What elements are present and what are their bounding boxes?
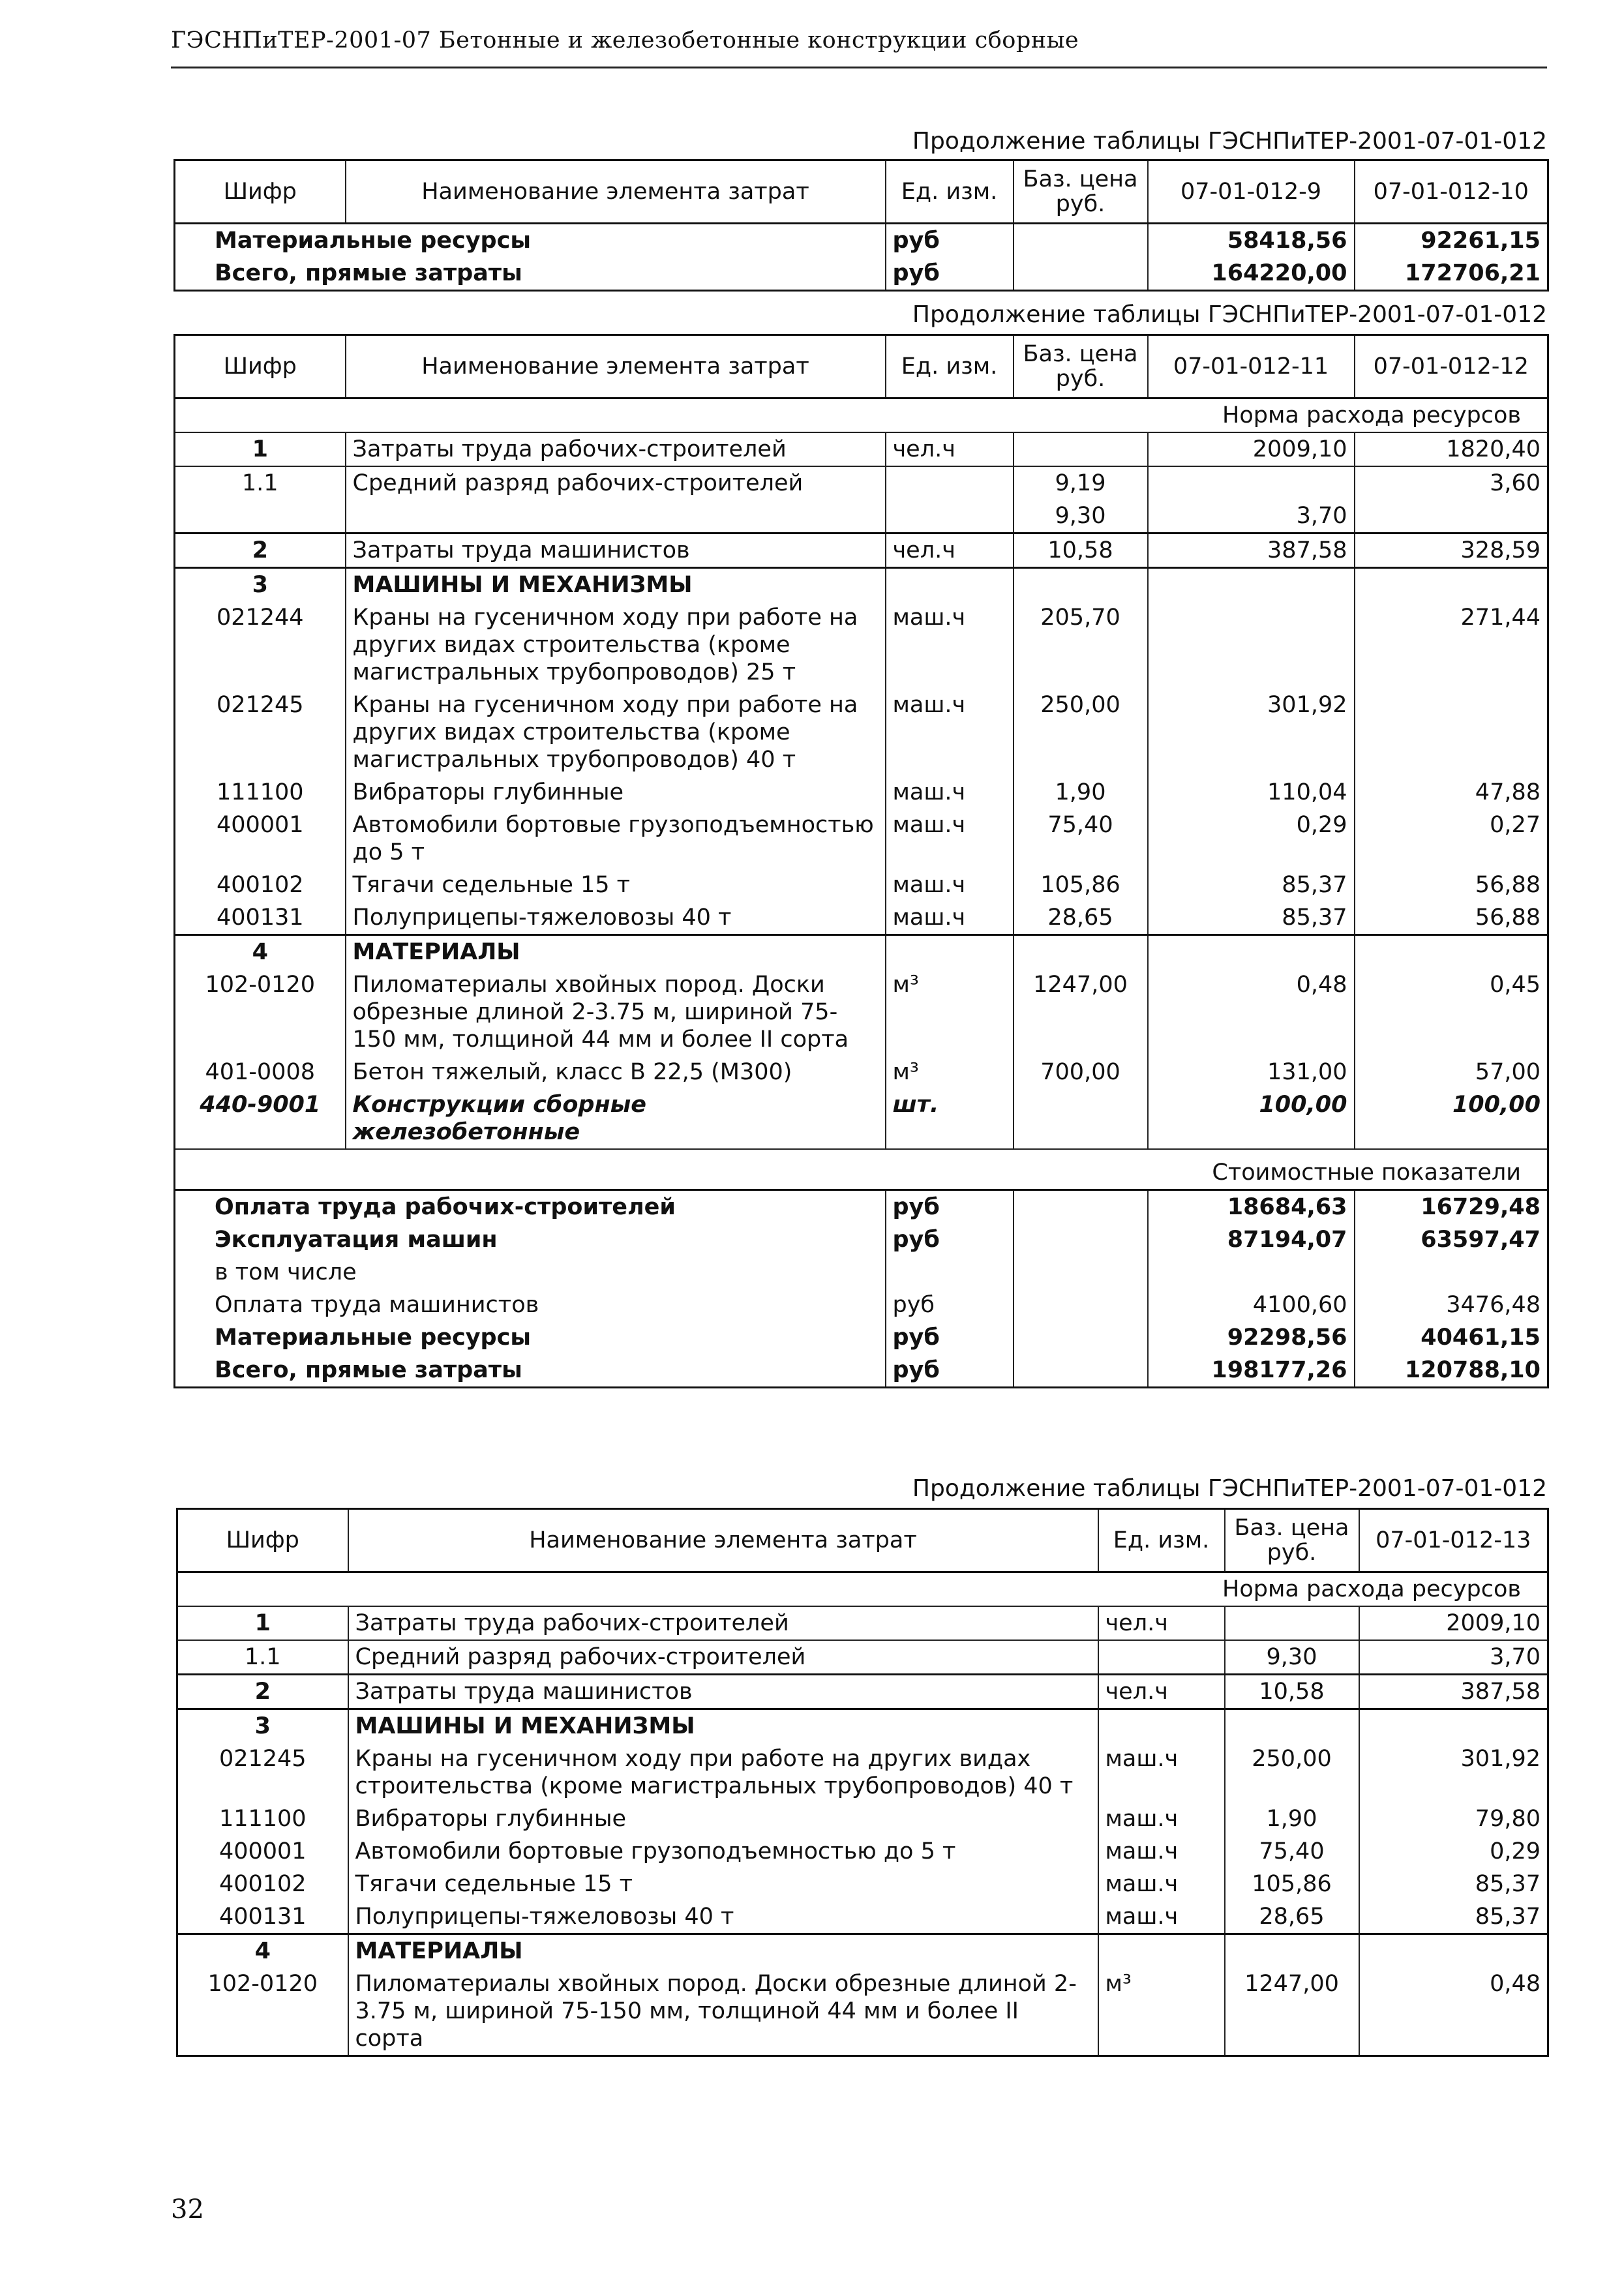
table-row bbox=[177, 1640, 1548, 1675]
page-number: 32 bbox=[171, 2194, 204, 2224]
cost-row bbox=[175, 1321, 1548, 1354]
row-value-a: 0,29 bbox=[1490, 1838, 1541, 1864]
row-value-b bbox=[1355, 1256, 1548, 1289]
row-value-b: 271,44 bbox=[1460, 605, 1541, 631]
cost-row bbox=[175, 1289, 1548, 1321]
row-name: Оплата труда машинистов bbox=[175, 1289, 886, 1321]
row-unit bbox=[886, 500, 1014, 533]
table-row bbox=[175, 935, 1548, 969]
row-name: МАШИНЫ И МЕХАНИЗМЫ bbox=[346, 568, 886, 602]
col-a-header: 07-01-012-9 bbox=[1148, 160, 1355, 224]
row-value-b: 0,27 bbox=[1490, 812, 1541, 838]
row-value-a: 0,48 bbox=[1148, 968, 1355, 1056]
table-row bbox=[177, 1675, 1548, 1709]
row-price bbox=[1014, 1354, 1148, 1388]
row-value-a: 301,92 bbox=[1148, 689, 1355, 776]
row-name: МАТЕРИАЛЫ bbox=[346, 935, 886, 969]
table-row bbox=[175, 1088, 1548, 1149]
row-name: в том числе bbox=[175, 1256, 886, 1289]
row-unit: маш.ч bbox=[886, 689, 1014, 776]
row-price bbox=[1014, 257, 1148, 291]
row-code: 400131 bbox=[177, 1900, 348, 1934]
header-rule bbox=[171, 67, 1547, 68]
row-value-a: 387,58 bbox=[1148, 533, 1355, 568]
row-price: 9,30 bbox=[1225, 1640, 1359, 1675]
row-value-a: 85,37 bbox=[1148, 901, 1355, 935]
table-row bbox=[177, 1743, 1548, 1803]
row-name: Вибраторы глубинные bbox=[346, 776, 886, 809]
row-price: 75,40 bbox=[1225, 1835, 1359, 1868]
row-value-b: 57,00 bbox=[1475, 1059, 1541, 1085]
row-value-a bbox=[1148, 935, 1355, 969]
row-code: 1 bbox=[177, 1606, 348, 1640]
table-row bbox=[177, 1835, 1548, 1868]
row-value-a: 2009,10 bbox=[1446, 1610, 1541, 1636]
col-unit-header: Ед. изм. bbox=[886, 335, 1014, 398]
row-price: 105,86 bbox=[1225, 1868, 1359, 1900]
row-price: 9,30 bbox=[1014, 500, 1148, 533]
row-name: Тягачи седельные 15 т bbox=[346, 869, 886, 901]
row-name bbox=[346, 500, 886, 533]
row-name: Полуприцепы-тяжеловозы 40 т bbox=[348, 1900, 1098, 1934]
row-price: 105,86 bbox=[1014, 869, 1148, 901]
row-price: 10,58 bbox=[1225, 1675, 1359, 1709]
table3-header-row bbox=[177, 1509, 1548, 1572]
row-unit: маш.ч bbox=[886, 601, 1014, 689]
table3 bbox=[176, 1508, 1549, 2057]
row-value-b: 3,60 bbox=[1355, 466, 1548, 500]
table-row bbox=[175, 224, 1548, 258]
row-price bbox=[1014, 1223, 1148, 1256]
table1 bbox=[173, 159, 1549, 292]
row-unit: м³ bbox=[886, 968, 1014, 1056]
col-b-header: 07-01-012-12 bbox=[1355, 335, 1548, 398]
row-name: Затраты труда машинистов bbox=[348, 1675, 1098, 1709]
row-code: 2 bbox=[177, 1675, 348, 1709]
row-code: 3 bbox=[177, 1709, 348, 1743]
row-unit: маш.ч bbox=[886, 869, 1014, 901]
col-price-header: Баз. цена руб. bbox=[1225, 1509, 1359, 1572]
row-code: 2 bbox=[175, 533, 346, 568]
table-row bbox=[175, 968, 1548, 1056]
table1-header-row bbox=[175, 160, 1548, 224]
table-row bbox=[175, 869, 1548, 901]
row-unit bbox=[886, 1256, 1014, 1289]
row-name: Автомобили бортовые грузоподъемностью до 5 т bbox=[348, 1835, 1098, 1868]
table-row bbox=[175, 1056, 1548, 1088]
row-code: 400102 bbox=[177, 1868, 348, 1900]
row-name: МАТЕРИАЛЫ bbox=[348, 1934, 1098, 1968]
row-value-b: 120788,10 bbox=[1404, 1357, 1541, 1383]
cost-row bbox=[175, 1354, 1548, 1388]
row-unit: маш.ч bbox=[1098, 1900, 1225, 1934]
row-unit: чел.ч bbox=[886, 432, 1014, 466]
table-row bbox=[177, 1934, 1548, 1968]
row-code: 1.1 bbox=[177, 1640, 348, 1675]
row-code: 111100 bbox=[175, 776, 346, 809]
row-unit: чел.ч bbox=[886, 533, 1014, 568]
col-code-header: Шифр bbox=[175, 160, 346, 224]
row-name: Автомобили бортовые грузоподъемностью до 5 т bbox=[346, 809, 886, 869]
row-price bbox=[1014, 432, 1148, 466]
row-unit: шт. bbox=[886, 1088, 1014, 1149]
row-value-a: 85,37 bbox=[1475, 1904, 1541, 1930]
row-value-b bbox=[1355, 568, 1548, 602]
row-code: 4 bbox=[177, 1934, 348, 1968]
row-unit bbox=[886, 568, 1014, 602]
row-value-a: 2009,10 bbox=[1148, 432, 1355, 466]
row-unit bbox=[1098, 1934, 1225, 1968]
row-unit: руб bbox=[886, 1321, 1014, 1354]
table-row bbox=[175, 568, 1548, 602]
row-code: 401-0008 bbox=[175, 1056, 346, 1088]
row-code: 1.1 bbox=[175, 466, 346, 500]
row-value-a: 0,48 bbox=[1490, 1971, 1541, 1997]
row-price: 250,00 bbox=[1225, 1743, 1359, 1803]
row-value-a: 85,37 bbox=[1475, 1871, 1541, 1897]
table-row bbox=[175, 257, 1548, 291]
row-price: 10,58 bbox=[1014, 533, 1148, 568]
row-value-b: 3476,48 bbox=[1446, 1292, 1541, 1318]
row-value-a: 4100,60 bbox=[1148, 1289, 1355, 1321]
col-code-header: Шифр bbox=[177, 1509, 348, 1572]
table-row bbox=[175, 533, 1548, 568]
row-value-b: 328,59 bbox=[1355, 533, 1548, 568]
row-price bbox=[1014, 1190, 1148, 1224]
row-unit: маш.ч bbox=[886, 809, 1014, 869]
section-norm-label: Норма расхода ресурсов bbox=[177, 1572, 1548, 1607]
row-unit: чел.ч bbox=[1098, 1606, 1225, 1640]
section-norm-label: Норма расхода ресурсов bbox=[175, 398, 1548, 433]
col-price-header: Баз. цена руб. bbox=[1014, 160, 1148, 224]
row-name: Оплата труда рабочих-строителей bbox=[175, 1190, 886, 1224]
row-name: Краны на гусеничном ходу при работе на других видах строительства (кроме магистральных трубопроводов) 40 т bbox=[346, 689, 886, 776]
row-value-a bbox=[1359, 1709, 1548, 1743]
row-value-b: 100,00 bbox=[1452, 1092, 1541, 1118]
row-value-b: 56,88 bbox=[1475, 872, 1541, 898]
row-value-b: 47,88 bbox=[1475, 779, 1541, 805]
row-name: Тягачи седельные 15 т bbox=[348, 1868, 1098, 1900]
row-price: 205,70 bbox=[1014, 601, 1148, 689]
row-value-a: 387,58 bbox=[1359, 1675, 1548, 1709]
row-unit: чел.ч bbox=[1098, 1675, 1225, 1709]
table2 bbox=[173, 334, 1549, 1388]
row-price bbox=[1014, 224, 1148, 258]
row-unit bbox=[886, 466, 1014, 500]
table-row bbox=[175, 901, 1548, 935]
row-name: Конструкции сборные железобетонные bbox=[346, 1088, 886, 1149]
row-unit: руб bbox=[886, 224, 1014, 258]
row-price bbox=[1014, 1256, 1148, 1289]
row-unit: маш.ч bbox=[1098, 1835, 1225, 1868]
row-code bbox=[175, 500, 346, 533]
row-name: МАШИНЫ И МЕХАНИЗМЫ bbox=[348, 1709, 1098, 1743]
row-name: Всего, прямые затраты bbox=[175, 257, 886, 291]
row-value-a: 131,00 bbox=[1148, 1056, 1355, 1088]
row-value-a: 164220,00 bbox=[1148, 257, 1355, 291]
row-value-b: 172706,21 bbox=[1404, 260, 1541, 286]
table-row bbox=[177, 1968, 1548, 2056]
row-unit: руб bbox=[886, 1354, 1014, 1388]
row-code: 021245 bbox=[175, 689, 346, 776]
row-price: 28,65 bbox=[1014, 901, 1148, 935]
table-row bbox=[177, 1868, 1548, 1900]
row-unit: маш.ч bbox=[1098, 1868, 1225, 1900]
row-value-a: 100,00 bbox=[1148, 1088, 1355, 1149]
row-unit bbox=[1098, 1709, 1225, 1743]
row-name: Материальные ресурсы bbox=[175, 224, 886, 258]
row-name: Бетон тяжелый, класс В 22,5 (М300) bbox=[346, 1056, 886, 1088]
row-value-a: 79,80 bbox=[1475, 1806, 1541, 1832]
row-value-b: 16729,48 bbox=[1421, 1194, 1541, 1220]
row-name: Средний разряд рабочих-строителей bbox=[346, 466, 886, 500]
row-unit: маш.ч bbox=[886, 901, 1014, 935]
row-price: 1,90 bbox=[1014, 776, 1148, 809]
row-value-a bbox=[1148, 601, 1355, 689]
row-price: 1247,00 bbox=[1225, 1968, 1359, 2056]
row-code: 021245 bbox=[177, 1743, 348, 1803]
table-row bbox=[175, 809, 1548, 869]
table-row bbox=[177, 1900, 1548, 1934]
row-code: 400102 bbox=[175, 869, 346, 901]
row-unit: руб bbox=[886, 1289, 1014, 1321]
row-price bbox=[1225, 1606, 1359, 1640]
row-value-a: 3,70 bbox=[1148, 500, 1355, 533]
row-price: 700,00 bbox=[1014, 1056, 1148, 1088]
row-code: 400001 bbox=[175, 809, 346, 869]
row-value-b: 56,88 bbox=[1475, 905, 1541, 931]
col-name-header: Наименование элемента затрат bbox=[346, 335, 886, 398]
cost-row bbox=[175, 1223, 1548, 1256]
col-code-header: Шифр bbox=[175, 335, 346, 398]
row-value-a: 87194,07 bbox=[1148, 1223, 1355, 1256]
row-name: Пиломатериалы хвойных пород. Доски обрезные длиной 2-3.75 м, шириной 75-150 мм, толщиной 44 мм и более II сорта bbox=[348, 1968, 1098, 2056]
row-value-b: 63597,47 bbox=[1421, 1227, 1541, 1253]
section-cost-label: Стоимостные показатели bbox=[175, 1149, 1548, 1190]
section-row bbox=[175, 1149, 1548, 1190]
row-code: 1 bbox=[175, 432, 346, 466]
row-value-b bbox=[1355, 935, 1548, 969]
row-code: 400131 bbox=[175, 901, 346, 935]
row-unit: маш.ч bbox=[1098, 1743, 1225, 1803]
row-value-b: 92261,15 bbox=[1421, 228, 1541, 254]
row-price: 75,40 bbox=[1014, 809, 1148, 869]
table3-caption: Продолжение таблицы ГЭСНПиТЕР-2001-07-01-012 bbox=[912, 1475, 1547, 1502]
row-unit bbox=[1098, 1640, 1225, 1675]
row-code: 4 bbox=[175, 935, 346, 969]
row-value-b bbox=[1355, 500, 1548, 533]
col-name-header: Наименование элемента затрат bbox=[348, 1509, 1098, 1572]
row-unit: руб bbox=[886, 1223, 1014, 1256]
page-header: ГЭСНПиТЕР-2001-07 Бетонные и железобетонные конструкции сборные bbox=[171, 27, 1079, 53]
section-row bbox=[175, 398, 1548, 433]
row-unit: м³ bbox=[886, 1056, 1014, 1088]
row-name: Вибраторы глубинные bbox=[348, 1803, 1098, 1835]
row-price: 28,65 bbox=[1225, 1900, 1359, 1934]
row-name: Затраты труда рабочих-строителей bbox=[348, 1606, 1098, 1640]
row-price bbox=[1014, 935, 1148, 969]
table-row bbox=[175, 432, 1548, 466]
row-value-b bbox=[1355, 689, 1548, 776]
row-value-a: 198177,26 bbox=[1148, 1354, 1355, 1388]
col-name-header: Наименование элемента затрат bbox=[346, 160, 886, 224]
row-code: 021244 bbox=[175, 601, 346, 689]
row-price: 1247,00 bbox=[1014, 968, 1148, 1056]
table1-caption: Продолжение таблицы ГЭСНПиТЕР-2001-07-01-012 bbox=[912, 128, 1547, 155]
section-row bbox=[177, 1572, 1548, 1607]
row-value-b: 40461,15 bbox=[1421, 1325, 1541, 1351]
row-code: 102-0120 bbox=[177, 1968, 348, 2056]
row-value-b: 0,45 bbox=[1490, 972, 1541, 998]
row-code: 440-9001 bbox=[175, 1088, 346, 1149]
row-code: 111100 bbox=[177, 1803, 348, 1835]
table-row bbox=[177, 1803, 1548, 1835]
table-row bbox=[175, 776, 1548, 809]
row-price bbox=[1225, 1709, 1359, 1743]
row-value-a: 301,92 bbox=[1460, 1746, 1541, 1772]
col-a-header: 07-01-012-11 bbox=[1148, 335, 1355, 398]
row-value-a: 0,29 bbox=[1148, 809, 1355, 869]
row-value-a bbox=[1148, 1256, 1355, 1289]
row-price: 1,90 bbox=[1225, 1803, 1359, 1835]
row-unit bbox=[886, 935, 1014, 969]
row-value-a: 85,37 bbox=[1148, 869, 1355, 901]
col-price-header: Баз. цена руб. bbox=[1014, 335, 1148, 398]
row-unit: м³ bbox=[1098, 1968, 1225, 2056]
table2-caption: Продолжение таблицы ГЭСНПиТЕР-2001-07-01-012 bbox=[912, 301, 1547, 328]
row-name: Затраты труда рабочих-строителей bbox=[346, 432, 886, 466]
row-price: 9,19 bbox=[1014, 466, 1148, 500]
row-value-a bbox=[1148, 466, 1355, 500]
row-value-a bbox=[1148, 568, 1355, 602]
table-row bbox=[177, 1709, 1548, 1743]
row-name: Полуприцепы-тяжеловозы 40 т bbox=[346, 901, 886, 935]
col-unit-header: Ед. изм. bbox=[886, 160, 1014, 224]
col-b-header: 07-01-012-10 bbox=[1355, 160, 1548, 224]
cost-row bbox=[175, 1256, 1548, 1289]
row-value-a: 3,70 bbox=[1359, 1640, 1548, 1675]
col-unit-header: Ед. изм. bbox=[1098, 1509, 1225, 1572]
row-price bbox=[1225, 1934, 1359, 1968]
table-row bbox=[175, 689, 1548, 776]
row-unit: руб bbox=[886, 257, 1014, 291]
row-value-a: 18684,63 bbox=[1148, 1190, 1355, 1224]
row-name: Всего, прямые затраты bbox=[175, 1354, 886, 1388]
row-name: Материальные ресурсы bbox=[175, 1321, 886, 1354]
row-price bbox=[1014, 568, 1148, 602]
row-name: Пиломатериалы хвойных пород. Доски обрезные длиной 2-3.75 м, шириной 75-150 мм, толщиной 44 мм и более II сорта bbox=[346, 968, 886, 1056]
row-name: Краны на гусеничном ходу при работе на других видах строительства (кроме магистральных трубопроводов) 40 т bbox=[348, 1743, 1098, 1803]
row-unit: маш.ч bbox=[1098, 1803, 1225, 1835]
row-name: Краны на гусеничном ходу при работе на других видах строительства (кроме магистральных трубопроводов) 25 т bbox=[346, 601, 886, 689]
row-value-a: 110,04 bbox=[1148, 776, 1355, 809]
table2-header-row bbox=[175, 335, 1548, 398]
table-row bbox=[177, 1606, 1548, 1640]
row-value-a: 58418,56 bbox=[1148, 224, 1355, 258]
row-value-b: 1820,40 bbox=[1446, 436, 1541, 462]
row-code: 102-0120 bbox=[175, 968, 346, 1056]
row-unit: маш.ч bbox=[886, 776, 1014, 809]
row-code: 3 bbox=[175, 568, 346, 602]
row-code: 400001 bbox=[177, 1835, 348, 1868]
table-row bbox=[175, 466, 1548, 500]
table-row bbox=[175, 500, 1548, 533]
row-value-a: 92298,56 bbox=[1148, 1321, 1355, 1354]
table-row bbox=[175, 601, 1548, 689]
row-price bbox=[1014, 1321, 1148, 1354]
cost-row bbox=[175, 1190, 1548, 1224]
row-value-a bbox=[1359, 1934, 1548, 1968]
row-name: Затраты труда машинистов bbox=[346, 533, 886, 568]
col-a-header: 07-01-012-13 bbox=[1359, 1509, 1548, 1572]
row-price: 250,00 bbox=[1014, 689, 1148, 776]
row-price bbox=[1014, 1088, 1148, 1149]
row-price bbox=[1014, 1289, 1148, 1321]
row-name: Эксплуатация машин bbox=[175, 1223, 886, 1256]
row-name: Средний разряд рабочих-строителей bbox=[348, 1640, 1098, 1675]
row-unit: руб bbox=[886, 1190, 1014, 1224]
